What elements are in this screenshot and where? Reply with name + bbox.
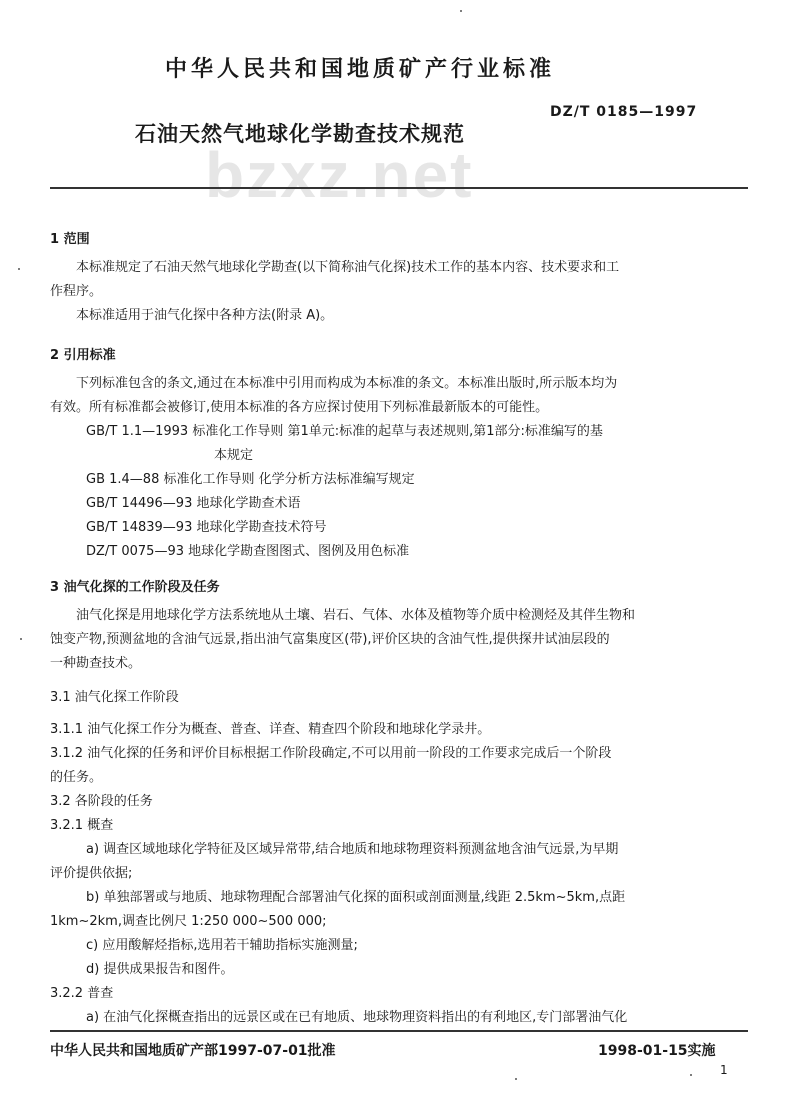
scan-speck [515, 1078, 517, 1080]
reference-item: DZ/T 0075—93 地球化学勘查图图式、图例及用色标准 [86, 544, 410, 559]
section-2-paragraph: 下列标准包含的条文,通过在本标准中引用而构成为本标准的条文。本标准出版时,所示版本均为 [76, 376, 618, 391]
section-3-2-title: 3.2 各阶段的任务 [50, 794, 153, 809]
reference-item: GB/T 1.1—1993 标准化工作导则 第1单元:标准的起草与表述规则,第1部分:标准编写的基 [86, 424, 603, 439]
header-divider [50, 187, 748, 189]
clause-3-1-2-cont: 的任务。 [50, 770, 103, 785]
section-3-paragraph: 油气化探是用地球化学方法系统地从土壤、岩石、气体、水体及植物等介质中检测烃及其伴生物和 [76, 608, 636, 623]
clause-3-2-1-b-cont: 1km~2km,调查比例尺 1:250 000~500 000; [50, 914, 327, 929]
clause-3-2-1-d: d) 提供成果报告和图件。 [86, 962, 234, 977]
clause-3-2-1-a: a) 调查区域地球化学特征及区域异常带,结合地质和地球物理资料预测盆地含油气远景,为早期 [86, 842, 619, 857]
clause-3-2-1-b: b) 单独部署或与地质、地球物理配合部署油气化探的面积或剖面测量,线距 2.5km~5km,点距 [86, 890, 626, 905]
section-3-paragraph-cont: 蚀变产物,预测盆地的含油气远景,指出油气富集度区(带),评价区块的含油气性,提供探井试油层段的 [50, 632, 610, 647]
page-number: 1 [720, 1063, 728, 1077]
section-3-paragraph-cont: 一种勘查技术。 [50, 656, 142, 671]
clause-3-2-2-title: 3.2.2 普查 [50, 986, 114, 1001]
effective-date: 1998-01-15实施 [598, 1043, 716, 1059]
reference-item-cont: 本规定 [214, 448, 254, 463]
standard-title: 石油天然气地球化学勘查技术规范 [135, 122, 465, 146]
reference-item: GB/T 14496—93 地球化学勘查术语 [86, 496, 301, 511]
standard-code: DZ/T 0185—1997 [550, 104, 698, 120]
scan-speck [18, 268, 20, 270]
scan-speck [20, 638, 22, 640]
section-1-scope: 本标准适用于油气化探中各种方法(附录 A)。 [76, 308, 334, 323]
clause-3-2-1-c: c) 应用酸解烃指标,选用若干辅助指标实施测量; [86, 938, 358, 953]
approval-line: 中华人民共和国地质矿产部1997-07-01批准 [50, 1043, 336, 1059]
publisher-title: 中华人民共和国地质矿产行业标准 [165, 57, 556, 82]
section-2-paragraph-cont: 有效。所有标准都会被修订,使用本标准的各方应探讨使用下列标准最新版本的可能性。 [50, 400, 549, 415]
clause-3-2-2-a: a) 在油气化探概查指出的远景区或在已有地质、地球物理资料指出的有利地区,专门部署油气化 [86, 1010, 628, 1025]
section-2-title: 2 引用标准 [50, 348, 116, 363]
scan-speck [460, 10, 462, 12]
clause-3-1-2: 3.1.2 油气化探的任务和评价目标根据工作阶段确定,不可以用前一阶段的工作要求完成后一个阶段 [50, 746, 612, 761]
reference-item: GB/T 14839—93 地球化学勘查技术符号 [86, 520, 327, 535]
clause-3-2-1-a-cont: 评价提供依据; [50, 866, 133, 881]
section-1-paragraph: 本标准规定了石油天然气地球化学勘查(以下简称油气化探)技术工作的基本内容、技术要求和工 [76, 260, 620, 275]
section-3-1-title: 3.1 油气化探工作阶段 [50, 690, 179, 705]
watermark: bzxz.net [205, 139, 474, 211]
clause-3-2-1-title: 3.2.1 概查 [50, 818, 114, 833]
footer-divider [50, 1030, 748, 1032]
section-3-title: 3 油气化探的工作阶段及任务 [50, 580, 220, 595]
section-1-paragraph-cont: 作程序。 [50, 284, 103, 299]
scan-speck [690, 1074, 692, 1076]
reference-item: GB 1.4—88 标准化工作导则 化学分析方法标准编写规定 [86, 472, 415, 487]
section-1-title: 1 范围 [50, 232, 90, 247]
clause-3-1-1: 3.1.1 油气化探工作分为概查、普查、详查、精查四个阶段和地球化学录井。 [50, 722, 491, 737]
